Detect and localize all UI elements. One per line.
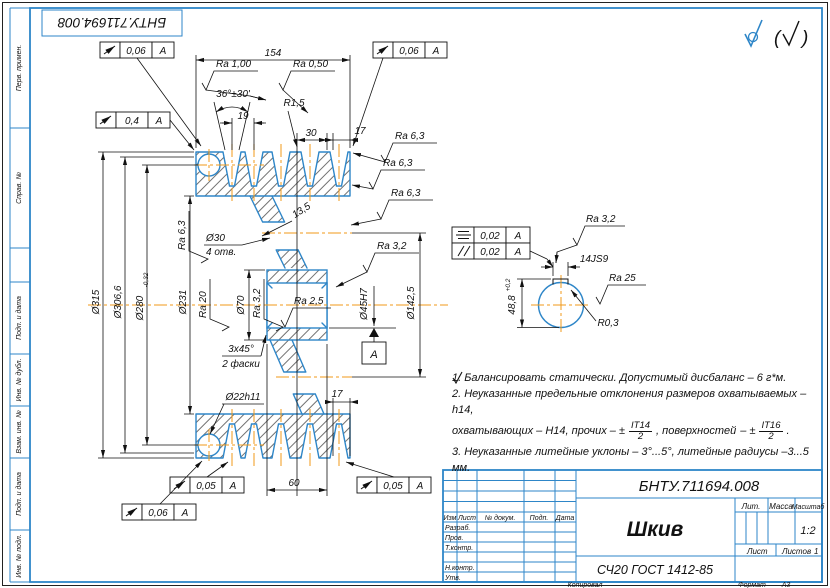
keyway-detail-view — [452, 214, 646, 335]
ra-label: Ra 6,3 — [391, 188, 421, 199]
paren-close: ) — [802, 28, 809, 49]
frac-num: IT16 — [761, 420, 781, 432]
frac-den: 2 — [768, 431, 774, 443]
detail-radius: R0,3 — [597, 318, 619, 329]
dim-d280: Ø280 — [135, 295, 146, 321]
dim-19: 19 — [237, 111, 249, 122]
dim-154: 154 — [264, 48, 282, 59]
copied-label: Копировал — [567, 582, 603, 588]
tb-material: СЧ20 ГОСТ 1412-85 — [597, 563, 713, 577]
datum-a — [362, 328, 386, 364]
dim-d315: Ø315 — [91, 289, 102, 315]
dim-17-top: 17 — [354, 126, 366, 137]
roughness-ra1 — [202, 59, 258, 90]
datum-label: A — [370, 349, 378, 361]
frame-parallelism — [452, 243, 530, 259]
dim-d231: Ø231 — [178, 289, 189, 315]
general-roughness — [745, 20, 808, 49]
title-block — [443, 470, 825, 582]
dim-60: 60 — [288, 478, 300, 489]
tb-sheets-label: Листов — [782, 547, 812, 556]
ra-label: Ra 1,00 — [216, 59, 252, 70]
strip-label: Подп. и дата — [16, 472, 23, 516]
strip-label: Инв. № подл. — [16, 534, 23, 578]
tol-datum: A — [432, 46, 440, 57]
frac-den: 2 — [637, 431, 644, 443]
frame-symmetry — [452, 227, 530, 243]
strip-label: Справ. № — [16, 172, 23, 204]
dim-d142: Ø142,5 — [406, 286, 417, 320]
ra-label: Ra 20 — [198, 291, 209, 318]
dim-d70: Ø70 — [236, 295, 247, 315]
fraction-it16 — [759, 421, 782, 442]
tol-datum: A — [159, 46, 167, 57]
tol-datum: A — [514, 247, 522, 258]
dim-r15: R1,5 — [283, 98, 305, 109]
check-icon — [783, 21, 799, 45]
paren-open: ( — [774, 28, 781, 49]
format-value: А3 — [781, 582, 791, 588]
frac-num: IT14 — [631, 420, 651, 432]
dim-d22: Ø22h11 — [225, 392, 261, 403]
note-1: 1. Балансировать статически. Допустимый дисбаланс – 6 г*м. — [452, 372, 787, 384]
strip-label: Инв. № дубл. — [16, 358, 23, 402]
roughness-check-icon — [452, 371, 464, 384]
dim-chamfer2: 2 фаски — [222, 359, 260, 370]
note-2b-text: охватывающих – Н14, прочих – ± — [452, 424, 626, 437]
roughness-ra25-keyway — [596, 273, 646, 304]
tol-value: 0,05 — [383, 481, 403, 492]
dim-d280-tol: -0,32 — [143, 272, 150, 288]
frame-runout-006-bottom — [122, 504, 196, 520]
tol-datum: A — [155, 116, 163, 127]
stamp-designation: БНТУ.711694.008 — [57, 15, 167, 30]
ra-label: Ra 3,2 — [586, 214, 616, 225]
dim-17-bottom: 17 — [331, 389, 343, 400]
tol-datum: A — [181, 508, 189, 519]
tb-list: Лист — [457, 515, 477, 522]
technical-notes — [452, 371, 826, 477]
tb-scale-value: 1:2 — [800, 525, 816, 537]
dim-d30-holes: Ø30 — [206, 233, 225, 244]
dim-135: 13,5 — [290, 200, 313, 221]
tol-datum: A — [229, 481, 237, 492]
tol-value: 0,06 — [148, 508, 168, 519]
detail-depth: 48,8 — [507, 295, 518, 315]
fraction-it14 — [629, 421, 652, 442]
ra-label: Ra 2,5 — [294, 296, 324, 307]
tol-value: 0,4 — [125, 116, 139, 127]
roughness-ra63-2 — [369, 158, 425, 189]
tb-izm: Изм — [443, 515, 457, 522]
frame-runout-005-left — [170, 477, 244, 493]
tol-value: 0,06 — [126, 46, 146, 57]
tb-mass-label: Масса — [769, 502, 793, 511]
side-strip — [15, 45, 23, 578]
tol-value: 0,02 — [480, 247, 500, 258]
dim-d45: Ø45H7 — [359, 288, 370, 320]
ra-label: Ra 0,50 — [293, 59, 329, 70]
note-2c-text: , поверхностей — [656, 424, 737, 437]
tb-tcontr: Т.контр. — [445, 545, 474, 552]
ra-label: Ra 3,2 — [377, 241, 407, 252]
strip-label: Подп. и дата — [16, 296, 23, 340]
roughness-ra63-left — [177, 211, 208, 263]
dim-d306: Ø306,6 — [113, 285, 124, 319]
roughness-ra32-bore — [363, 241, 419, 272]
tb-scale-label: Масштаб — [791, 504, 825, 511]
note-3: 3. Неуказанные литейные уклоны – 3°...5°, литейные радиусы –3...5 мм. — [452, 445, 809, 474]
note-2d-text: – ± — [740, 424, 756, 437]
tb-date: Дата — [555, 515, 575, 522]
tb-utv: Утв. — [445, 575, 461, 582]
frame-runout-006-topleft — [100, 42, 174, 58]
tol-value: 0,02 — [480, 231, 500, 242]
tol-datum: A — [416, 481, 424, 492]
frame-runout-005-right — [357, 477, 431, 493]
tol-value: 0,06 — [399, 46, 419, 57]
tb-sign: Подп. — [529, 515, 549, 522]
ra-label: Ra 3,2 — [252, 288, 263, 318]
detail-depth-tol: +0,2 — [505, 278, 512, 292]
frame-runout-04 — [96, 112, 170, 128]
tb-ncontr: Н.контр. — [445, 565, 475, 572]
tol-datum: A — [514, 231, 522, 242]
roughness-ra32-keyway — [573, 214, 625, 245]
tol-value: 0,05 — [196, 481, 216, 492]
tb-doc: № докум. — [484, 515, 516, 522]
ra-label: Ra 6,3 — [383, 158, 413, 169]
tb-razrab: Разраб. — [445, 525, 471, 532]
top-designation-stamp — [42, 10, 182, 36]
note-2a: 2. Неуказанные предельные отклонения размеров охватываемых – h14, — [452, 387, 807, 416]
tb-designation: БНТУ.711694.008 — [638, 478, 760, 495]
frame-runout-006-topright — [373, 42, 447, 58]
format-label: Формат — [738, 582, 766, 588]
note-2b — [452, 419, 826, 445]
tb-sheets-value: 1 — [814, 547, 819, 556]
dim-chamfer: 3x45° — [228, 344, 254, 355]
strip-label: Перв. примен. — [16, 44, 23, 92]
strip-label: Взам. инв. № — [16, 410, 23, 454]
detail-width: 14JS9 — [579, 254, 609, 265]
tb-sheet-label: Лист — [747, 547, 768, 556]
dim-holes-count: 4 отв. — [206, 247, 237, 258]
ra-label: Ra 25 — [609, 273, 636, 284]
dim-30: 30 — [305, 128, 317, 139]
roughness-circle-icon — [745, 20, 762, 46]
tb-part-name: Шкив — [626, 518, 684, 541]
ra-label: Ra 6,3 — [177, 220, 188, 250]
dim-angle: 36°±30' — [216, 89, 250, 100]
ra-label: Ra 6,3 — [395, 131, 425, 142]
roughness-ra63-3 — [377, 188, 433, 219]
note-2e-text: . — [786, 424, 790, 437]
tb-prov: Пров. — [445, 535, 464, 542]
roughness-ra05 — [279, 59, 335, 90]
tb-lit-label: Лит. — [741, 502, 761, 511]
